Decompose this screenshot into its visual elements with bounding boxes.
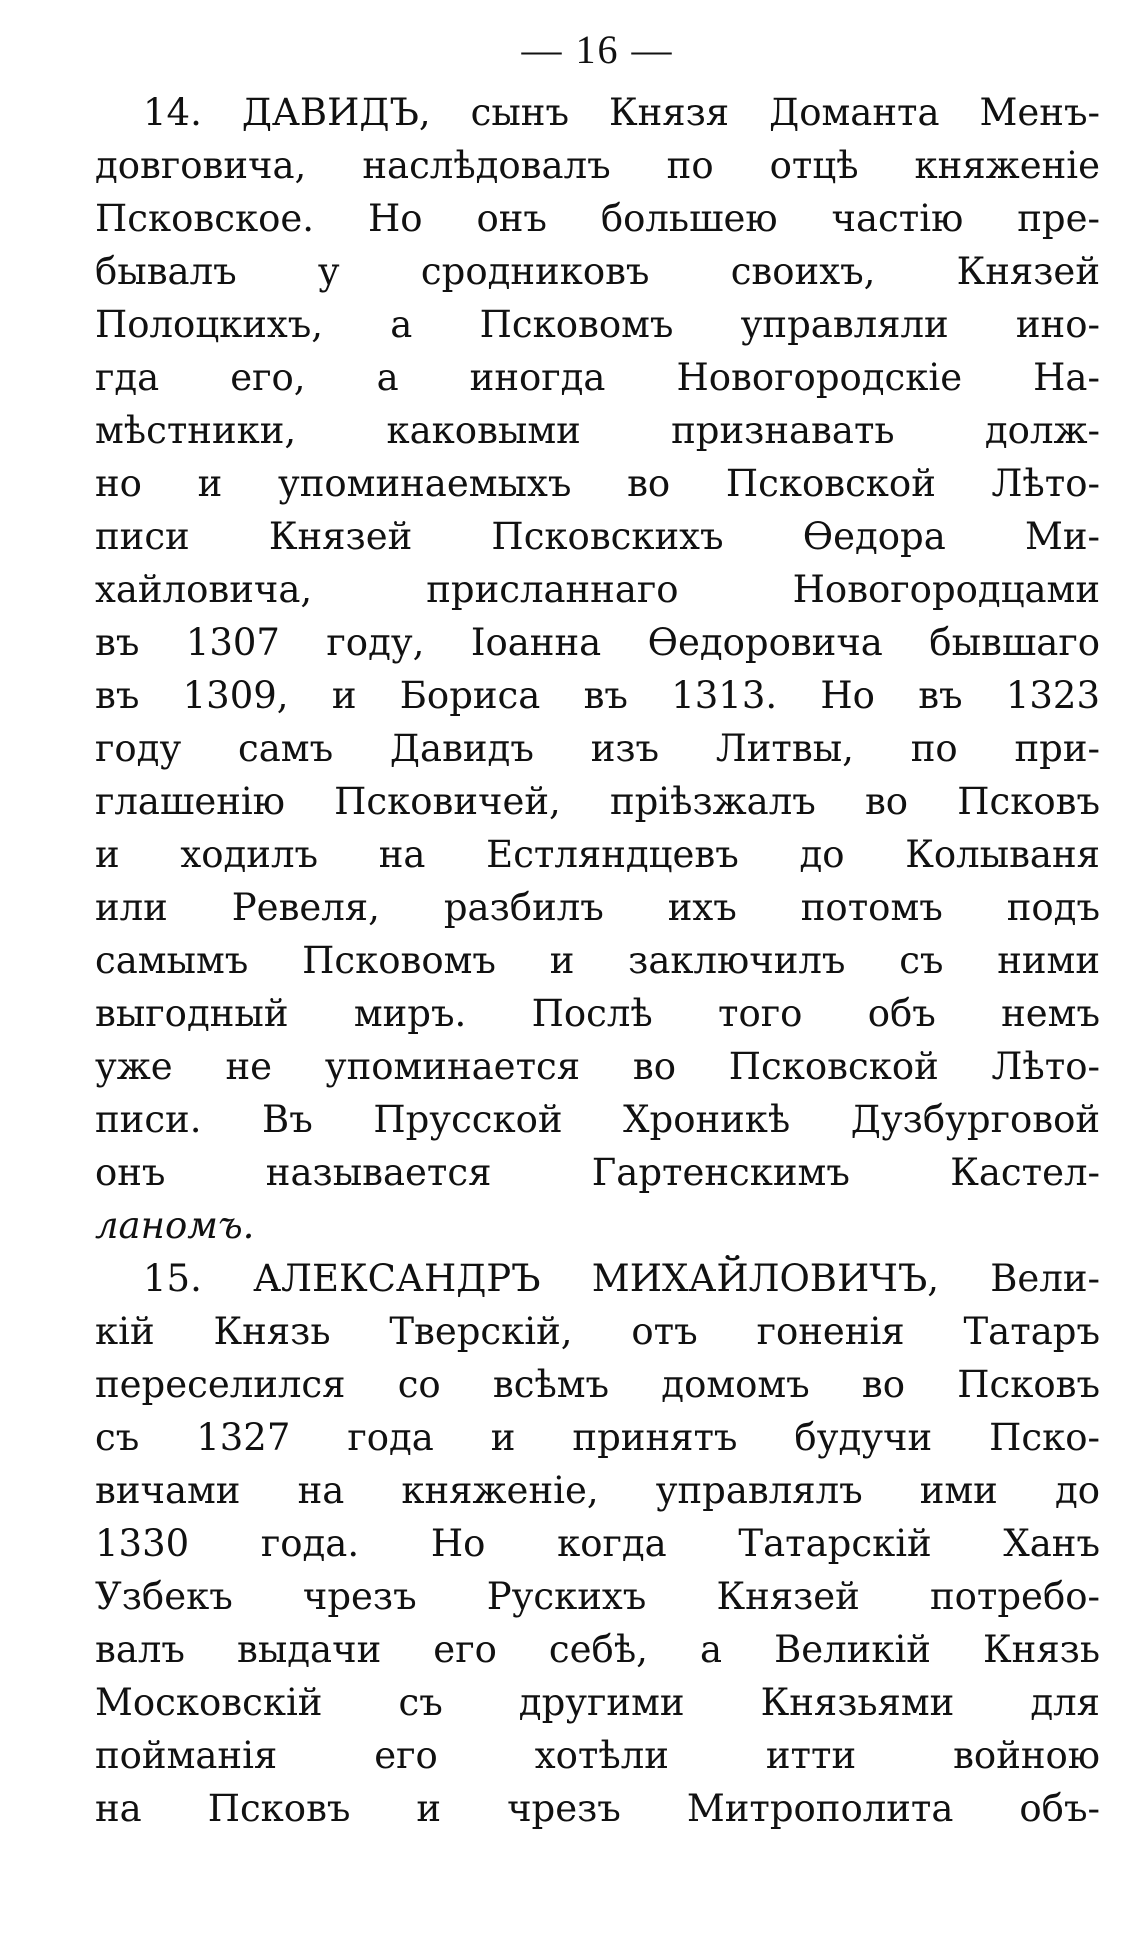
text-line: Псковское. Но онъ большею частію пре- (95, 197, 1100, 240)
text-line: въ 1309, и Бориса въ 1313. Но въ 1323 (95, 674, 1100, 717)
text-line: переселился со всѣмъ домомъ во Псковъ (95, 1363, 1100, 1406)
text-line: но и упоминаемыхъ во Псковской Лѣто- (95, 462, 1100, 505)
text-line: вичами на княженіе, управлялъ ими до (95, 1469, 1100, 1512)
text-line: валъ выдачи его себѣ, а Великій Князь (95, 1628, 1100, 1671)
page-text (95, 86, 1100, 1835)
text-line: выгодный миръ. Послѣ того объ немъ (95, 992, 1100, 1035)
text-line: гда его, а иногда Новогородскіе На- (95, 356, 1100, 399)
text-line: хайловича, присланнаго Новогородцами (95, 568, 1100, 611)
text-line: 15. АЛЕКСАНДРЪ МИХАЙЛОВИЧЪ, Вели- (143, 1257, 1100, 1300)
text-line: самымъ Псковомъ и заключилъ съ ними (95, 939, 1100, 982)
text-line: и ходилъ на Естляндцевъ до Колываня (95, 833, 1100, 876)
text-line: въ 1307 году, Іоанна Ѳедоровича бывшаго (95, 621, 1100, 664)
text-line: бывалъ у сродниковъ своихъ, Князей (95, 250, 1100, 293)
text-line: пойманія его хотѣли итти войною (95, 1734, 1100, 1777)
text-line: мѣстники, каковыми признавать долж- (95, 409, 1100, 452)
text-line: глашенію Псковичей, пріѣзжалъ во Псковъ (95, 780, 1100, 823)
text-line: Московскій съ другими Князьями для (95, 1681, 1100, 1724)
text-line: на Псковъ и чрезъ Митрополита объ- (95, 1787, 1100, 1830)
text-line: ланомъ. (95, 1204, 255, 1247)
text-line: Полоцкихъ, а Псковомъ управляли ино- (95, 303, 1100, 346)
text-line: или Ревеля, разбилъ ихъ потомъ подъ (95, 886, 1100, 929)
text-line: кій Князь Тверскій, отъ гоненія Татаръ (95, 1310, 1100, 1353)
text-line: 14. ДАВИДЪ, сынъ Князя Доманта Менъ- (143, 91, 1100, 134)
book-page (95, 22, 1100, 1835)
text-line: довговича, наслѣдовалъ по отцѣ княженіе (95, 144, 1100, 187)
text-line: съ 1327 года и принятъ будучи Пско- (95, 1416, 1100, 1459)
text-line: Узбекъ чрезъ Рускихъ Князей потребо- (95, 1575, 1100, 1618)
text-line: 1330 года. Но когда Татарскій Ханъ (95, 1522, 1100, 1565)
text-line: онъ называется Гартенскимъ Кастел- (95, 1151, 1100, 1194)
text-line: писи. Въ Прусской Хроникѣ Дузбурговой (95, 1098, 1100, 1141)
text-line: году самъ Давидъ изъ Литвы, по при- (95, 727, 1100, 770)
text-line: писи Князей Псковскихъ Ѳедора Ми- (95, 515, 1100, 558)
page-number: — 16 — (521, 27, 674, 72)
text-line: уже не упоминается во Псковской Лѣто- (95, 1045, 1100, 1088)
